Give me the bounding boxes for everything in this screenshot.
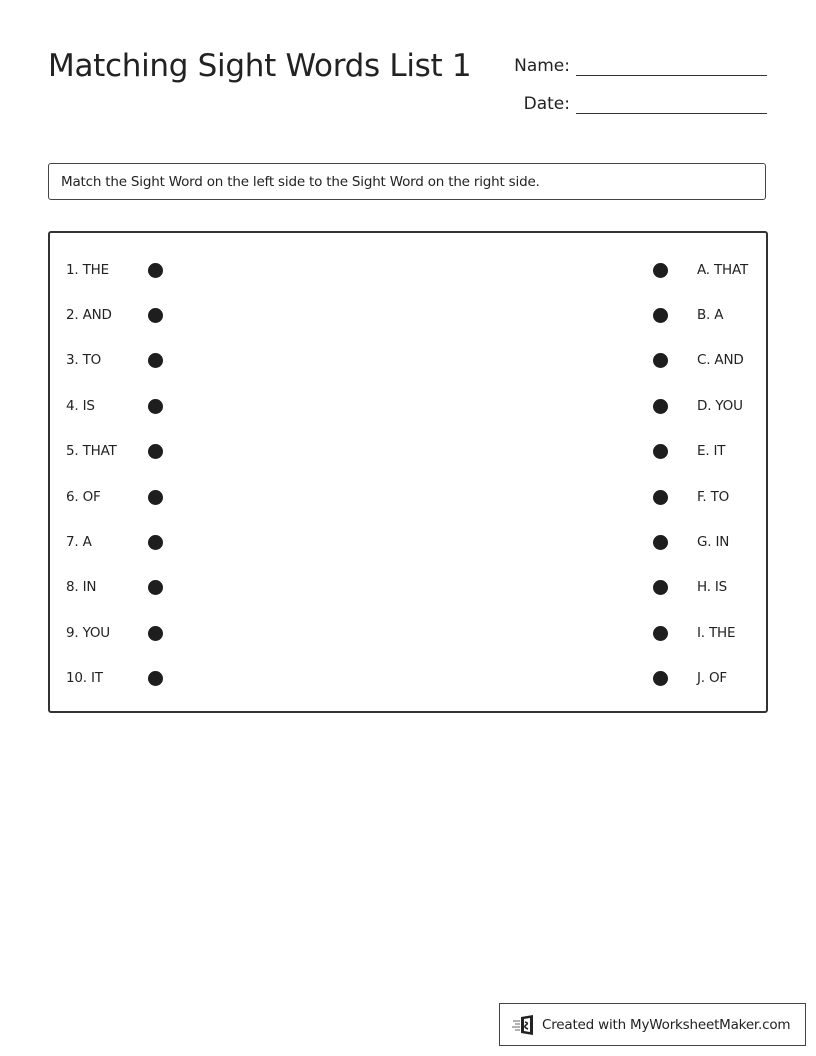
right-word: B. A xyxy=(697,307,724,323)
left-word: 6. OF xyxy=(66,489,101,505)
left-word: 9. YOU xyxy=(66,625,110,641)
right-match-dot[interactable] xyxy=(653,580,668,595)
right-match-dot[interactable] xyxy=(653,671,668,686)
left-word: 3. TO xyxy=(66,352,102,368)
match-row xyxy=(50,532,766,552)
right-word: A. THAT xyxy=(697,262,749,278)
left-match-dot[interactable] xyxy=(148,580,163,595)
left-match-dot[interactable] xyxy=(148,671,163,686)
date-input-line[interactable] xyxy=(576,93,767,114)
left-match-dot[interactable] xyxy=(148,353,163,368)
match-row xyxy=(50,487,766,507)
right-word: H. IS xyxy=(697,579,728,595)
left-word: 10. IT xyxy=(66,670,103,686)
left-match-dot[interactable] xyxy=(148,308,163,323)
match-row xyxy=(50,396,766,416)
date-field xyxy=(508,93,767,114)
match-row xyxy=(50,668,766,688)
right-match-dot[interactable] xyxy=(653,444,668,459)
footer-text: Created with MyWorksheetMaker.com xyxy=(542,1016,791,1033)
match-row xyxy=(50,623,766,643)
footer-credit[interactable] xyxy=(499,1003,806,1046)
match-row xyxy=(50,305,766,325)
name-input-line[interactable] xyxy=(576,55,767,76)
name-field xyxy=(508,55,767,76)
left-word: 7. A xyxy=(66,534,92,550)
left-word: 2. AND xyxy=(66,307,112,323)
left-match-dot[interactable] xyxy=(148,399,163,414)
right-word: J. OF xyxy=(697,670,727,686)
left-match-dot[interactable] xyxy=(148,490,163,505)
instructions-text: Match the Sight Word on the left side to the Sight Word on the right side. xyxy=(61,173,540,190)
right-match-dot[interactable] xyxy=(653,490,668,505)
right-match-dot[interactable] xyxy=(653,263,668,278)
match-row xyxy=(50,350,766,370)
left-word: 5. THAT xyxy=(66,443,117,459)
left-match-dot[interactable] xyxy=(148,535,163,550)
matching-area xyxy=(48,231,768,713)
right-match-dot[interactable] xyxy=(653,353,668,368)
right-match-dot[interactable] xyxy=(653,626,668,641)
match-row xyxy=(50,441,766,461)
name-label: Name: xyxy=(514,56,570,76)
right-word: C. AND xyxy=(697,352,744,368)
right-match-dot[interactable] xyxy=(653,535,668,550)
left-match-dot[interactable] xyxy=(148,263,163,278)
worksheet-maker-logo-icon xyxy=(512,1014,536,1036)
page-title: Matching Sight Words List 1 xyxy=(48,48,472,84)
right-word: I. THE xyxy=(697,625,736,641)
left-word: 1. THE xyxy=(66,262,109,278)
right-match-dot[interactable] xyxy=(653,308,668,323)
right-word: G. IN xyxy=(697,534,730,550)
right-word: F. TO xyxy=(697,489,730,505)
match-row xyxy=(50,577,766,597)
instructions-box xyxy=(48,163,766,200)
right-match-dot[interactable] xyxy=(653,399,668,414)
right-word: E. IT xyxy=(697,443,726,459)
left-match-dot[interactable] xyxy=(148,626,163,641)
match-row xyxy=(50,260,766,280)
left-word: 4. IS xyxy=(66,398,95,414)
date-label: Date: xyxy=(523,94,570,114)
right-word: D. YOU xyxy=(697,398,743,414)
left-match-dot[interactable] xyxy=(148,444,163,459)
left-word: 8. IN xyxy=(66,579,97,595)
